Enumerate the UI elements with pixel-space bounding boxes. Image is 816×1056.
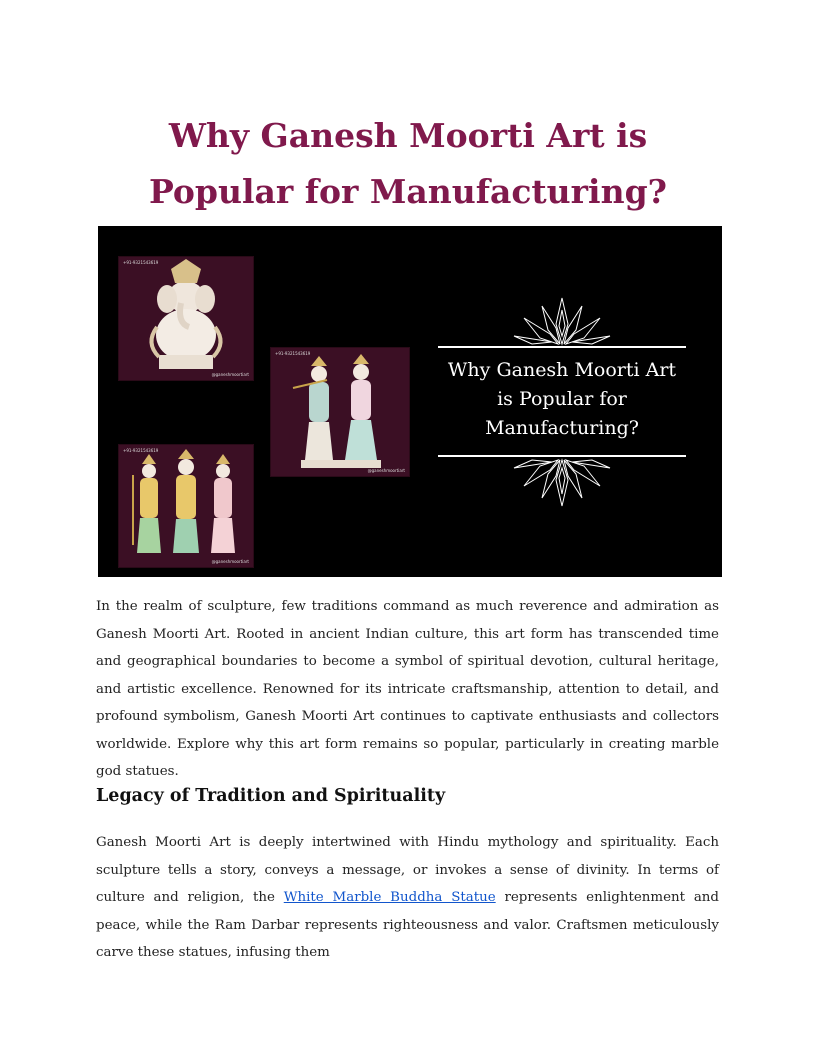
- mandala-bottom-icon: [512, 458, 612, 508]
- banner-line-3: Manufacturing?: [485, 417, 639, 439]
- section-paragraph-text-continued: represents enlightenment and peace, while the Ram Darbar represents righteousness and valor. Craftsmen meticulously carve these statues, infusing them: [96, 890, 720, 960]
- photo-handle-caption: @ganeshmoortiart: [211, 559, 249, 564]
- banner-line-1: Why Ganesh Moorti Art: [447, 359, 677, 381]
- photo-phone-caption: +91-9321543619: [275, 351, 311, 356]
- page-title: Why Ganesh Moorti Art is Popular for Manufacturing?: [148, 116, 667, 211]
- banner-image: [98, 226, 722, 577]
- photo-handle-caption: @ganeshmoortiart: [367, 468, 405, 473]
- photo-phone-caption: +91-9321543619: [123, 260, 159, 265]
- section-paragraph-text: Ganesh Moorti Art is deeply intertwined with Hindu mythology and spirituality. Each sculpture tells a story, conveys a message, or invokes a sense of divinity. In terms of culture and religion, the: [96, 835, 719, 905]
- ganesh-statue-photo: [118, 256, 254, 381]
- ganesh-statue-icon: [119, 257, 253, 380]
- ram-darbar-statue-icon: [119, 445, 253, 567]
- intro-paragraph: In the realm of sculpture, few traditions command as much reverence and admiration as Ganesh Moorti Art. Rooted in ancient Indian culture, this art form has transcended time and geographical boundaries to become a symbol of spiritual devotion, cultural heritage, and artistic excellence. Renowned for its intricate craftsmanship, attention to detail, and profound symbolism, Ganesh Moorti Art continues to captivate enthusiasts and collectors worldwide. Explore why this art form remains so popular, particularly in creating marble god statues.: [96, 599, 719, 779]
- photo-phone-caption: +91-9321543619: [123, 448, 159, 453]
- radha-krishna-statue-icon: [271, 348, 409, 476]
- section-heading: Legacy of Tradition and Spirituality: [96, 786, 446, 806]
- banner-rule-bottom: [438, 455, 686, 457]
- ram-darbar-statue-photo: [118, 444, 254, 568]
- white-marble-buddha-statue-link[interactable]: White Marble Buddha Statue: [283, 890, 496, 905]
- photo-handle-caption: @ganeshmoortiart: [211, 372, 249, 377]
- banner-heading: [438, 356, 686, 443]
- mandala-top-icon: [512, 296, 612, 346]
- banner-line-2: is Popular for: [497, 388, 627, 410]
- radha-krishna-statue-photo: [270, 347, 410, 477]
- section-paragraph: [96, 829, 719, 967]
- banner-rule-top: [438, 346, 686, 348]
